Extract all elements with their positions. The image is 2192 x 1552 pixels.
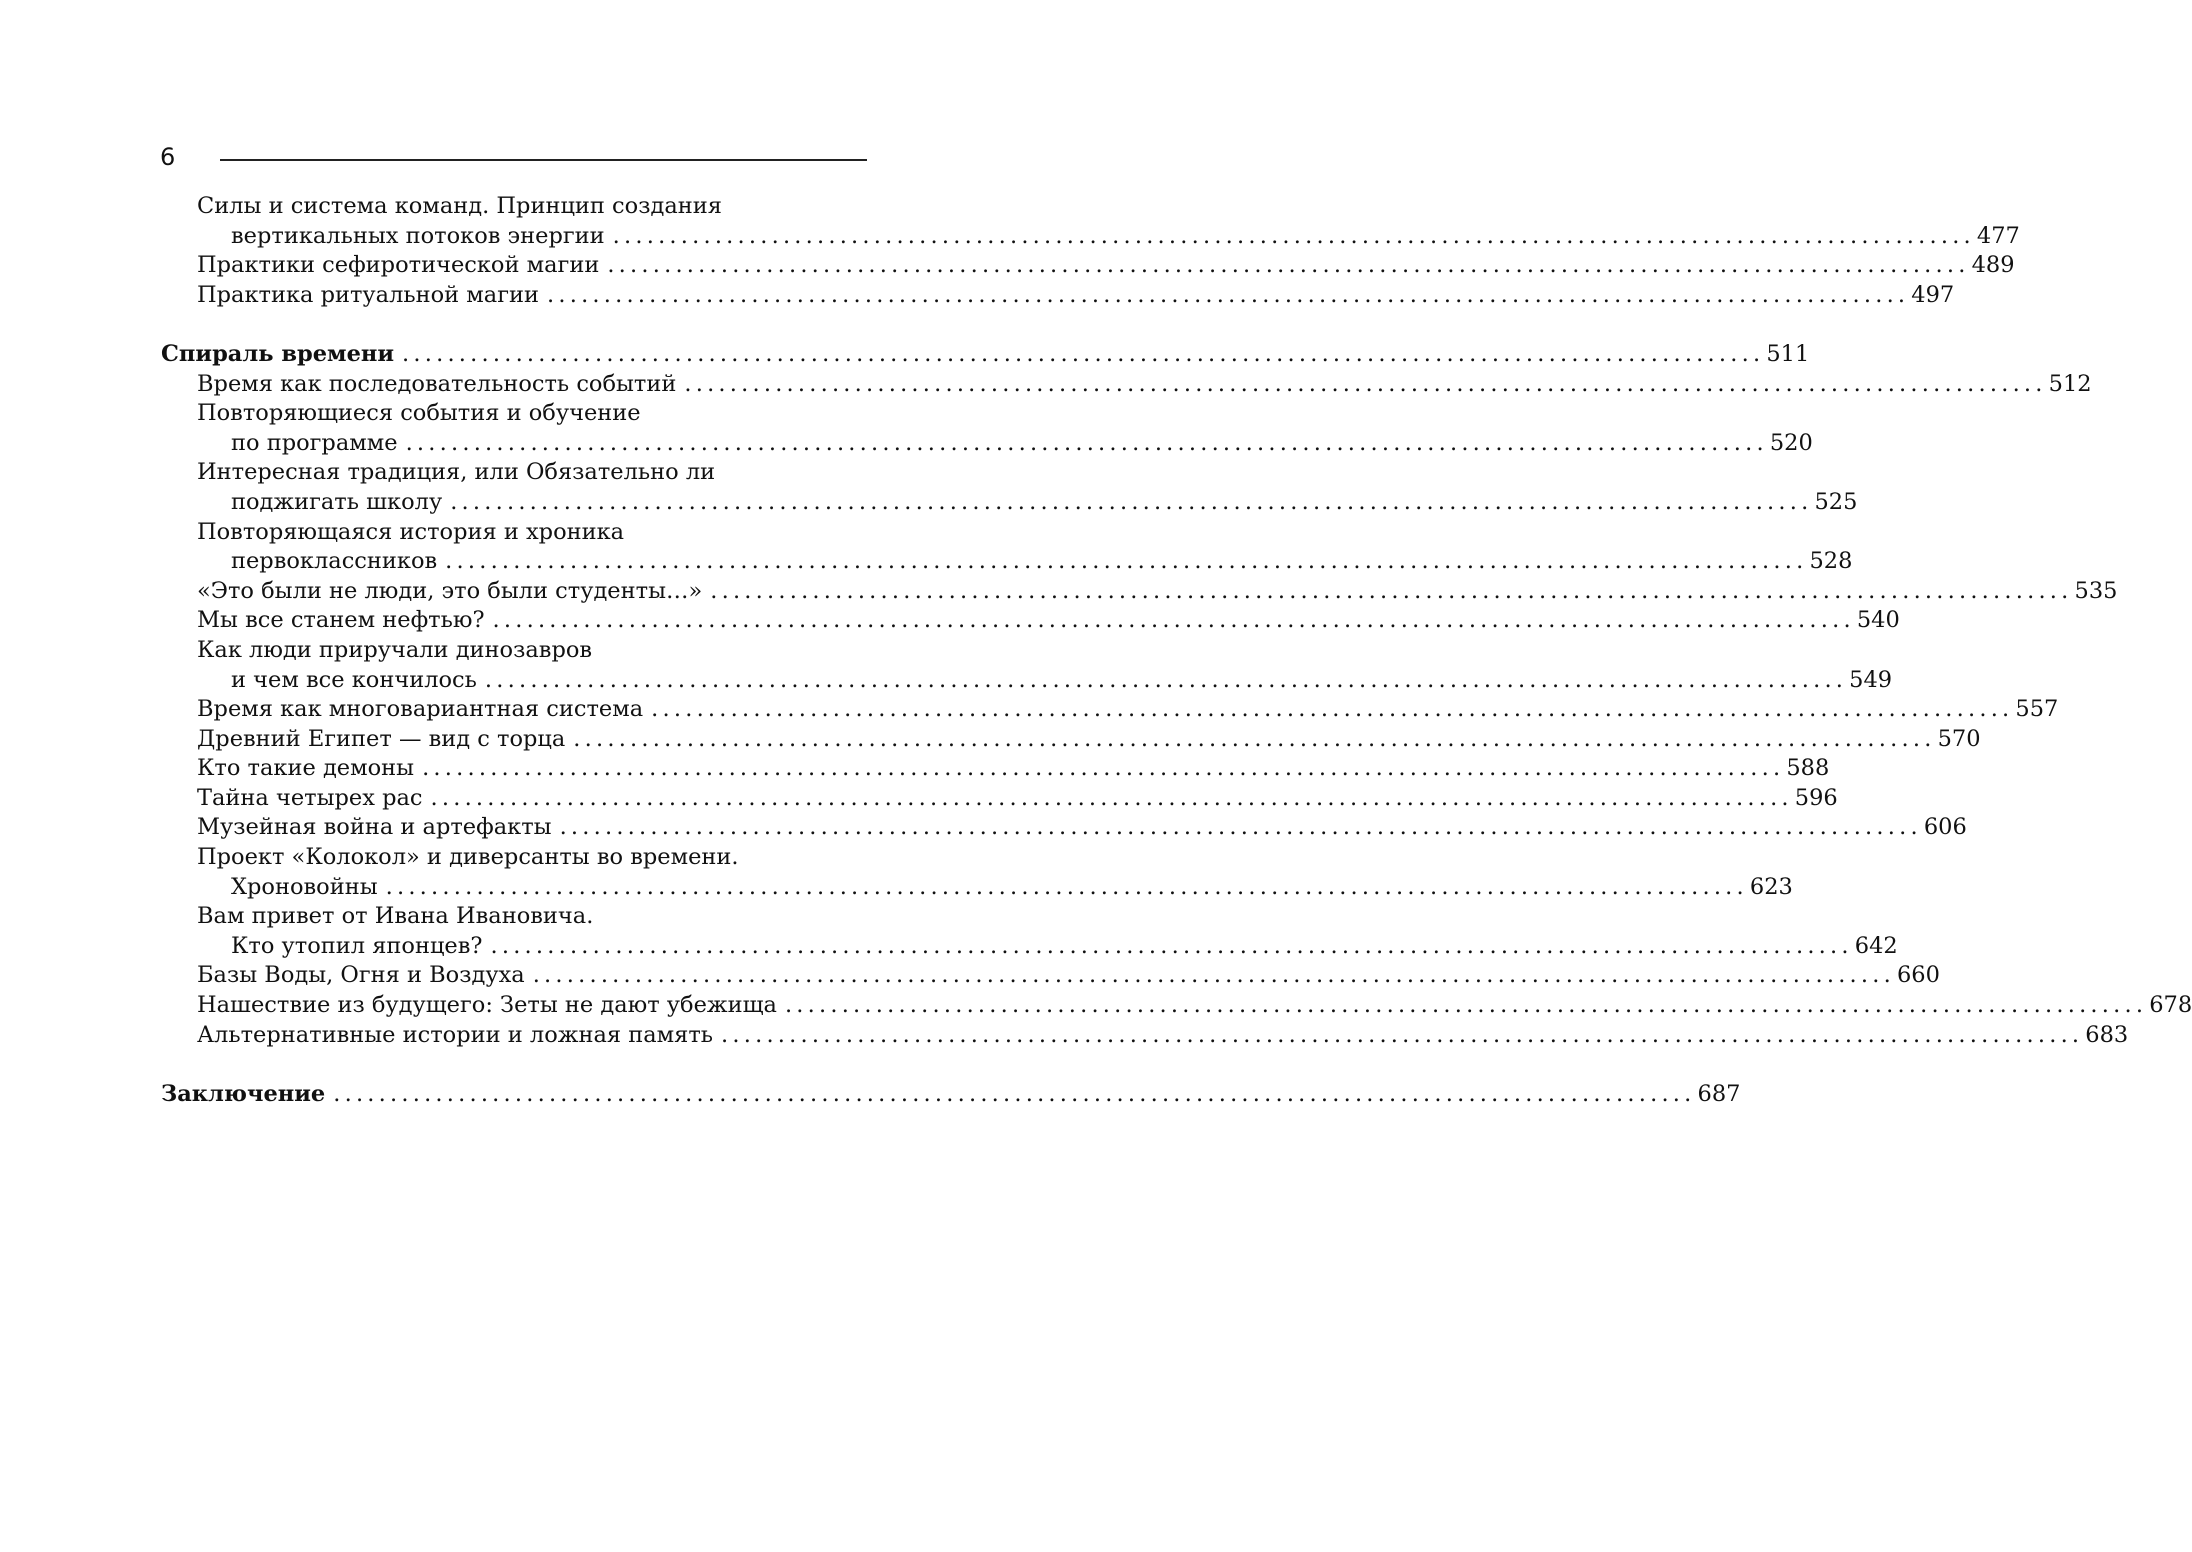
toc-page-number: 540 <box>1856 607 1900 634</box>
toc-page-number: 525 <box>1814 488 1858 515</box>
toc-entry-line <box>197 577 2118 607</box>
toc-entry[interactable] <box>161 636 1893 695</box>
toc-entry[interactable] <box>161 399 1813 458</box>
toc-entry-line <box>197 281 1955 311</box>
toc-entry[interactable] <box>161 281 1955 311</box>
toc-dot-leader: ........................................................................................................................ <box>333 1080 1696 1107</box>
toc-entry[interactable] <box>161 754 1830 784</box>
toc-entry[interactable] <box>161 961 1940 991</box>
toc-entry-title: Альтернативные истории и ложная память <box>197 1021 714 1048</box>
toc-page-number: 642 <box>1854 932 1898 959</box>
toc-dot-leader: ........................................................................................................................ <box>684 370 2047 397</box>
toc-spacer <box>161 310 867 340</box>
toc-dot-leader: ........................................................................................................................ <box>450 488 1813 515</box>
toc-entry-title: по программе <box>231 429 398 456</box>
toc-dot-leader: ........................................................................................................................ <box>710 577 2073 604</box>
toc-entry-title: Интересная традиция, или Обязательно ли <box>197 459 716 486</box>
toc-page-number: 477 <box>1976 222 2020 249</box>
toc-dot-leader: ........................................................................................................................ <box>492 607 1855 634</box>
table-of-contents <box>161 192 2192 1109</box>
toc-entry-line <box>197 695 2059 725</box>
toc-page-number: 520 <box>1769 429 1813 456</box>
page-number: 6 <box>160 143 176 171</box>
toc-entry-title: Практики сефиротической магии <box>197 252 600 279</box>
toc-entry-line <box>161 1080 1741 1110</box>
toc-entry[interactable] <box>161 725 1981 755</box>
toc-entry[interactable] <box>161 606 1900 636</box>
toc-dot-leader: ........................................................................................................................ <box>547 281 1910 308</box>
toc-page-number: 606 <box>1923 814 1967 841</box>
toc-entry-title: Мы все станем нефтью? <box>197 607 485 634</box>
toc-page-number: 557 <box>2015 696 2059 723</box>
toc-entry[interactable] <box>161 695 2059 725</box>
toc-entry-line <box>197 547 1853 577</box>
toc-entry-line <box>197 399 867 429</box>
toc-entry[interactable] <box>161 784 1838 814</box>
toc-dot-leader: ........................................................................................................................ <box>402 340 1765 367</box>
toc-dot-leader: ........................................................................................................................ <box>484 666 1848 693</box>
toc-entry-line <box>197 961 1940 991</box>
toc-entry-title: Тайна четырех рас <box>197 784 423 811</box>
toc-page-number: 528 <box>1809 548 1853 575</box>
toc-entry-title: Время как многовариантная система <box>197 696 644 723</box>
toc-entry-title: вертикальных потоков энергии <box>231 222 605 249</box>
toc-entry-line <box>197 458 867 488</box>
toc-entry-line <box>197 902 867 932</box>
toc-entry-title: Древний Египет — вид с торца <box>197 725 566 752</box>
toc-entry-line <box>197 725 1981 755</box>
toc-entry-line <box>197 784 1838 814</box>
toc-page-number: 623 <box>1749 873 1793 900</box>
toc-entry-line <box>197 222 2020 252</box>
toc-page-number: 660 <box>1896 962 1940 989</box>
toc-entry-title: Время как последовательность событий <box>197 370 677 397</box>
toc-entry-line <box>197 813 1967 843</box>
header-rule <box>220 159 867 161</box>
toc-entry-line <box>197 606 1900 636</box>
toc-dot-leader: ........................................................................................................................ <box>784 992 2148 1019</box>
toc-entry-title: первоклассников <box>231 548 438 575</box>
toc-entry-title: Как люди приручали динозавров <box>197 636 593 663</box>
toc-spacer <box>161 1050 867 1080</box>
toc-dot-leader: ........................................................................................................................ <box>422 755 1785 782</box>
toc-entry-title: Базы Воды, Огня и Воздуха <box>197 962 525 989</box>
toc-chapter-entry[interactable] <box>161 340 1810 370</box>
toc-entry[interactable] <box>161 370 2092 400</box>
toc-dot-leader: ........................................................................................................................ <box>651 696 2014 723</box>
toc-entry-line <box>197 636 867 666</box>
toc-entry-line <box>197 370 2092 400</box>
toc-entry-line <box>197 932 1898 962</box>
toc-entry-title: поджигать школу <box>231 488 443 515</box>
toc-entry-title: и чем все кончилось <box>231 666 477 693</box>
toc-dot-leader: ........................................................................................................................ <box>532 962 1895 989</box>
toc-entry-title: Практика ритуальной магии <box>197 281 540 308</box>
toc-chapter-entry[interactable] <box>161 1080 1741 1110</box>
toc-dot-leader: ........................................................................................................................ <box>612 222 1975 249</box>
toc-entry[interactable] <box>161 991 2192 1021</box>
toc-entry-title: Вам привет от Ивана Ивановича. <box>197 903 594 930</box>
toc-entry[interactable] <box>161 251 2015 281</box>
toc-entry-title: Проект «Колокол» и диверсанты во времени. <box>197 844 739 871</box>
toc-dot-leader: ........................................................................................................................ <box>385 873 1748 900</box>
toc-entry-line <box>197 1021 2129 1051</box>
toc-entry-line <box>197 991 2192 1021</box>
toc-page-number: 678 <box>2149 992 2192 1019</box>
toc-entry[interactable] <box>161 518 1853 577</box>
toc-dot-leader: ........................................................................................................................ <box>573 725 1936 752</box>
toc-entry-title: Кто такие демоны <box>197 755 415 782</box>
toc-entry-title: Спираль времени <box>161 340 395 367</box>
toc-entry-line <box>197 429 1813 459</box>
toc-page-number: 489 <box>1971 252 2015 279</box>
toc-entry-title: Кто утопил японцев? <box>231 932 483 959</box>
toc-page-number: 588 <box>1786 755 1830 782</box>
toc-entry-line <box>197 754 1830 784</box>
toc-entry-title: «Это были не люди, это были студенты…» <box>197 577 703 604</box>
toc-page-number: 687 <box>1697 1080 1741 1107</box>
toc-page-number: 511 <box>1766 340 1810 367</box>
toc-entry-title: Музейная война и артефакты <box>197 814 552 841</box>
toc-entry[interactable] <box>161 577 2118 607</box>
toc-entry-title: Силы и система команд. Принцип создания <box>197 193 722 219</box>
toc-entry-line <box>197 251 2015 281</box>
toc-entry[interactable] <box>161 813 1967 843</box>
page-header <box>160 143 867 173</box>
toc-page-number: 683 <box>2085 1021 2129 1048</box>
toc-entry[interactable] <box>161 192 2020 251</box>
toc-entry-title: Хроновойны <box>231 873 378 900</box>
toc-entry-line <box>197 192 867 222</box>
toc-page-number: 535 <box>2074 577 2118 604</box>
toc-entry-title: Повторяющиеся события и обучение <box>197 400 641 427</box>
toc-dot-leader: ........................................................................................................................ <box>490 932 1853 959</box>
toc-entry-title: Заключение <box>161 1080 326 1107</box>
toc-page-number: 549 <box>1849 666 1893 693</box>
toc-page-number: 512 <box>2048 370 2092 397</box>
toc-dot-leader: ........................................................................................................................ <box>721 1021 2084 1048</box>
toc-entry[interactable] <box>161 843 1793 902</box>
toc-entry-line <box>197 666 1893 696</box>
toc-entry-title: Повторяющаяся история и хроника <box>197 518 625 545</box>
toc-page-number: 596 <box>1794 784 1838 811</box>
toc-dot-leader: ........................................................................................................................ <box>430 784 1793 811</box>
toc-entry[interactable] <box>161 902 1898 961</box>
toc-entry[interactable] <box>161 1021 2129 1051</box>
toc-entry-title: Нашествие из будущего: Зеты не дают убежища <box>197 992 777 1019</box>
toc-dot-leader: ........................................................................................................................ <box>559 814 1922 841</box>
toc-page-number: 570 <box>1937 725 1981 752</box>
toc-entry[interactable] <box>161 458 1858 517</box>
toc-entry-line <box>161 340 1810 370</box>
toc-page-number: 497 <box>1911 281 1955 308</box>
toc-entry-line <box>197 843 867 873</box>
toc-entry-line <box>197 873 1793 903</box>
toc-entry-line <box>197 518 867 548</box>
toc-entry-line <box>197 488 1858 518</box>
toc-dot-leader: ........................................................................................................................ <box>607 252 1970 279</box>
toc-dot-leader: ........................................................................................................................ <box>445 548 1808 575</box>
toc-dot-leader: ........................................................................................................................ <box>405 429 1768 456</box>
